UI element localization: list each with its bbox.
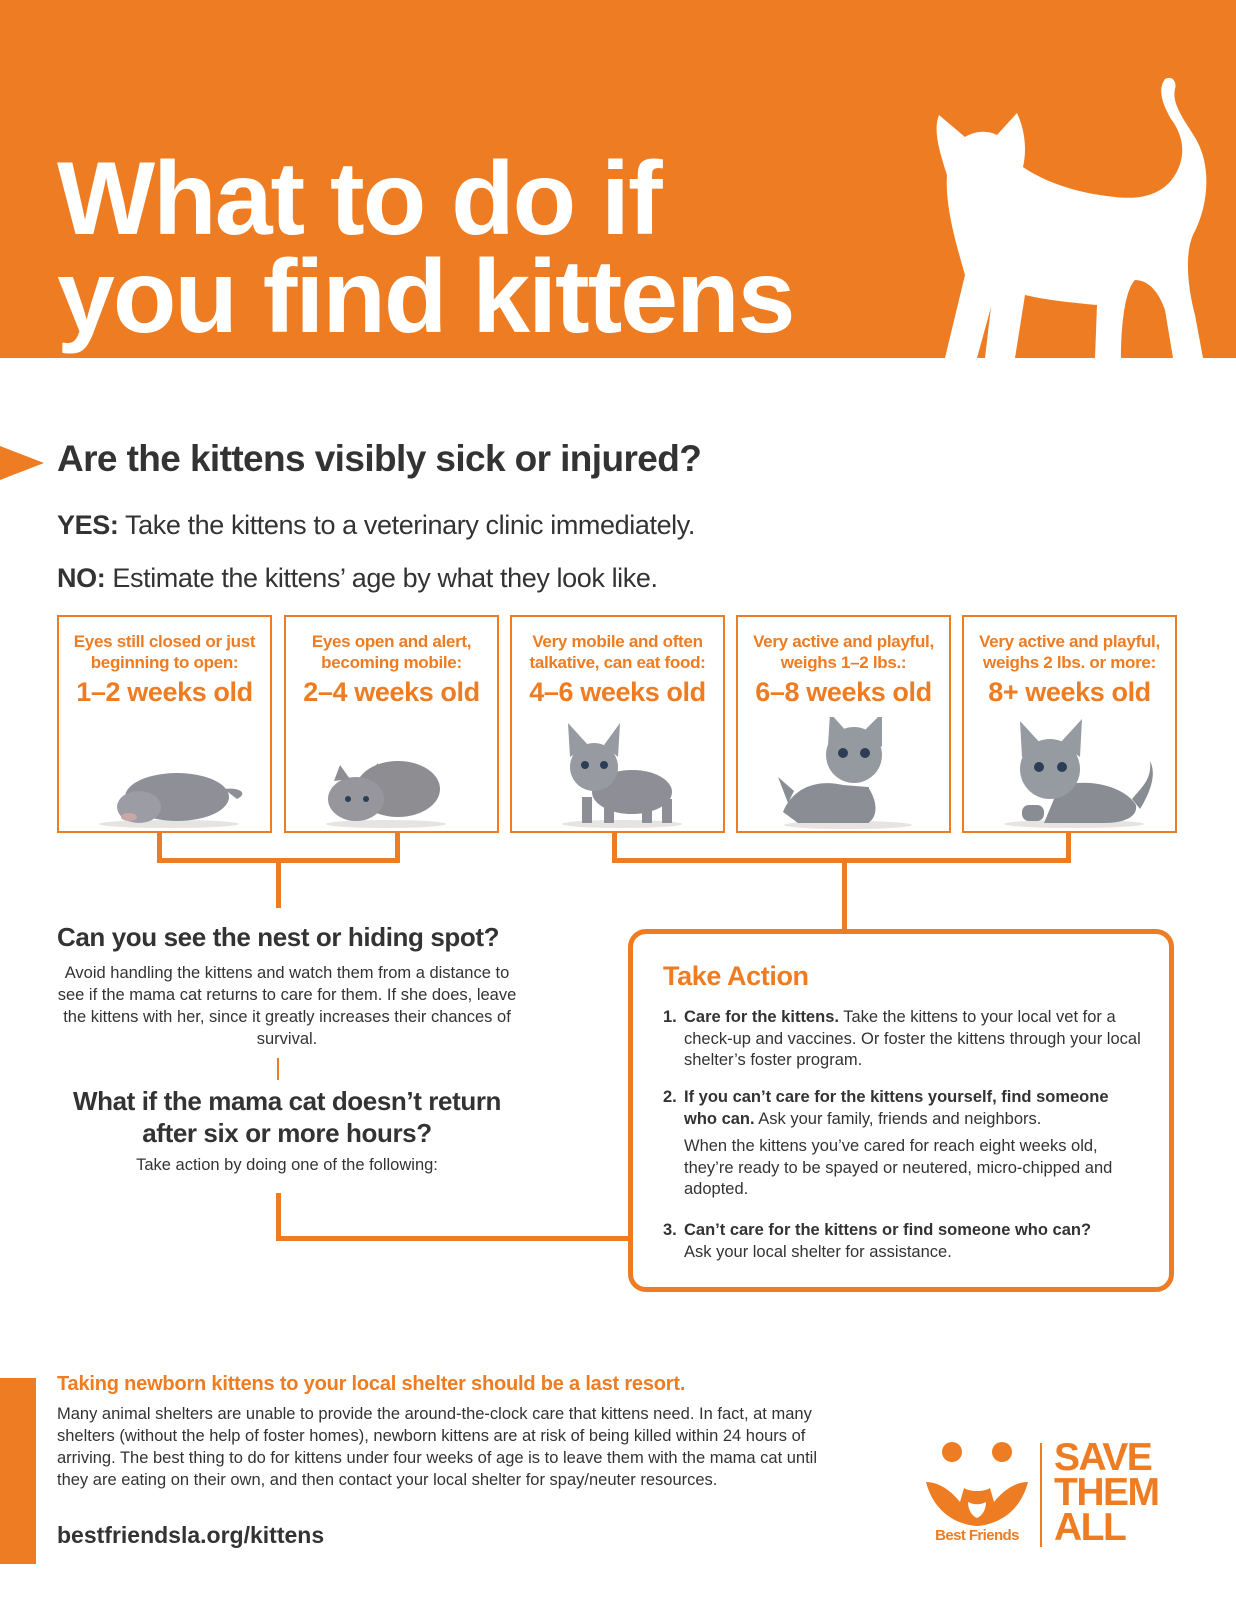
step-number: 2. (663, 1088, 677, 1106)
older-kitten-photo (964, 717, 1175, 829)
best-friends-face-icon (922, 1440, 1032, 1535)
yes-label: YES: (57, 510, 119, 540)
yes-answer (57, 510, 695, 541)
age-box-4-6-weeks (510, 615, 725, 833)
age-label: 4–6 weeks old (529, 677, 706, 707)
mama-question-heading: What if the mama cat doesn’t return after six or more hours? (72, 1086, 502, 1148)
playful-kitten-photo (738, 717, 949, 829)
website-link[interactable]: bestfriendsla.org/kittens (57, 1522, 325, 1548)
page-title: What to do if you find kittens (57, 141, 794, 355)
age-box-2-4-weeks (284, 615, 499, 833)
age-description: Very mobile and often talkative, can eat food: (529, 632, 706, 672)
age-box-1-2-weeks (57, 615, 272, 833)
age-label: 2–4 weeks old (303, 677, 480, 707)
no-text: Estimate the kittens’ age by what they look like. (105, 563, 658, 593)
action-step-2 (663, 1087, 1143, 1201)
no-label: NO: (57, 563, 106, 593)
young-kitten-photo (286, 717, 497, 829)
header-banner (0, 0, 1236, 358)
step-number: 1. (663, 1008, 677, 1026)
step-text: Take the kittens to your local vet for a check-up and vaccines. Or foster the kittens through your local shelter’s foster program. (684, 1008, 1141, 1069)
accent-bar (0, 1378, 36, 1564)
age-label: 1–2 weeks old (76, 677, 253, 707)
nest-question-heading: Can you see the nest or hiding spot? (57, 922, 500, 952)
mama-subtitle: Take action by doing one of the following: (136, 1156, 438, 1174)
action-step-1 (663, 1007, 1143, 1072)
step-text: Ask your local shelter for assistance. (684, 1242, 952, 1261)
connector-line (842, 858, 847, 931)
question-heading: Are the kittens visibly sick or injured? (57, 438, 702, 479)
step-bold-text: Can’t care for the kittens or find someone who can? (684, 1221, 1092, 1239)
action-step-3 (663, 1220, 1143, 1263)
step-number: 3. (663, 1221, 677, 1239)
newborn-kitten-photo (59, 717, 270, 829)
age-description: Eyes open and alert, becoming mobile: (311, 632, 472, 672)
age-description: Very active and playful, weighs 2 lbs. or more: (979, 632, 1160, 672)
nest-body-text: Avoid handling the kittens and watch them from a distance to see if the mama cat returns to care for them. If she does, leave the kittens with her, since it greatly increases their chances of survival. (57, 964, 517, 1048)
bottom-headline: Taking newborn kittens to your local shelter should be a last resort. (57, 1373, 686, 1395)
connector-line (277, 1058, 279, 1080)
logo-divider (1040, 1443, 1042, 1547)
age-box-8-plus-weeks (962, 615, 1177, 833)
take-action-heading: Take Action (663, 961, 809, 991)
yes-text: Take the kittens to a veterinary clinic immediately. (118, 510, 695, 540)
cat-silhouette-icon (925, 75, 1225, 358)
best-friends-name: Best Friends (935, 1527, 1019, 1544)
standing-kitten-photo (512, 717, 723, 829)
connector-line (276, 1193, 281, 1241)
question-arrow-icon (0, 446, 44, 480)
step-text: Ask your family, friends and neighbors. (754, 1109, 1042, 1128)
step-bold-text: Care for the kittens. (684, 1008, 839, 1026)
step-extra-text: When the kittens you’ve cared for reach eight weeks old, they’re ready to be spayed or neutered, micro-chipped and adopted. (684, 1137, 1113, 1198)
age-description: Very active and playful, weighs 1–2 lbs.: (753, 632, 934, 672)
no-answer (57, 563, 658, 594)
connector-line (276, 858, 281, 908)
age-box-6-8-weeks (736, 615, 951, 833)
age-label: 8+ weeks old (988, 677, 1151, 707)
connector-line (276, 1236, 630, 1241)
age-description: Eyes still closed or just beginning to open: (73, 632, 256, 672)
step-bold-text: If you can’t care for the kittens yourself, find someone who can. (684, 1088, 1109, 1128)
bottom-body-text: Many animal shelters are unable to provide the around-the-clock care that kittens need. In fact, at many shelters (without the help of foster homes), newborn kittens are at risk of being killed within 24 hours of arriving. The best thing to do for kittens under four weeks of age is to leave them with the mama cat until they are eating on their own, and then contact your local shelter for spay/neuter resources. (57, 1405, 818, 1489)
save-them-all-slogan: SAVE THEM ALL (1054, 1436, 1159, 1549)
age-label: 6–8 weeks old (755, 677, 932, 707)
